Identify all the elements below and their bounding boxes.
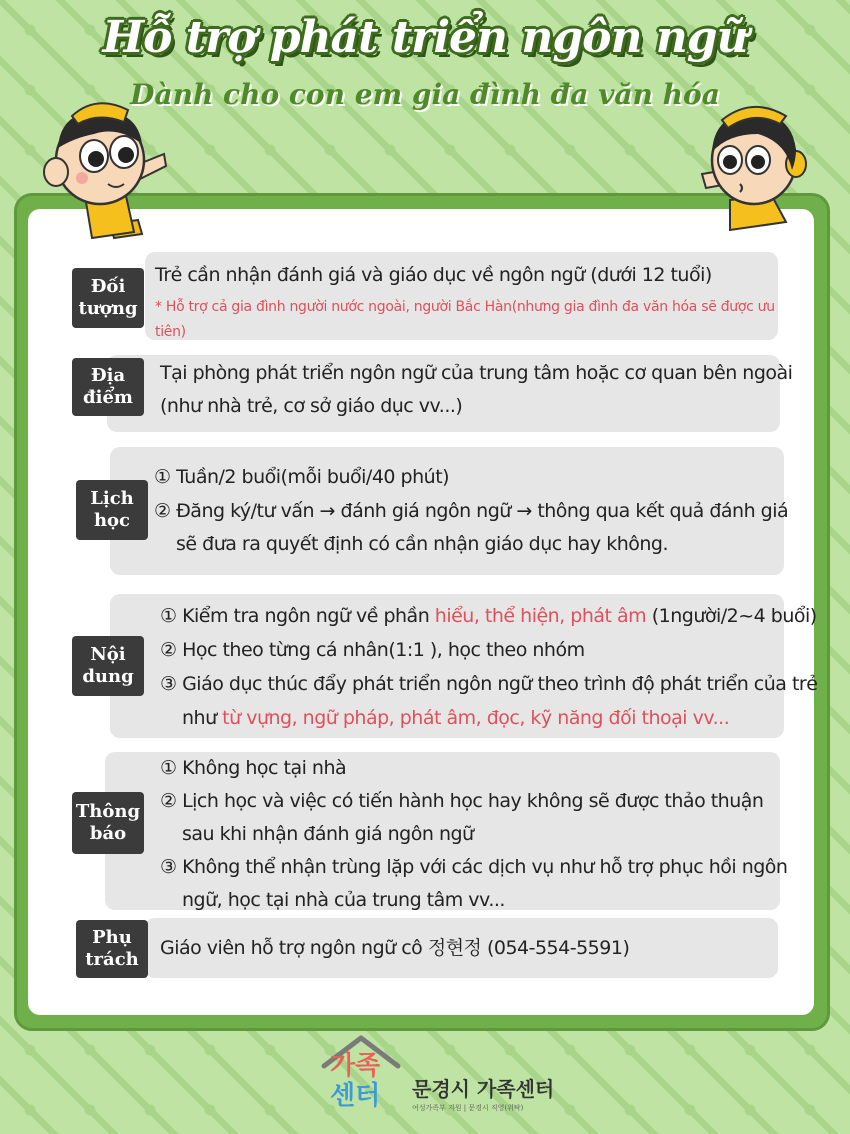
thong-bao-line-2: ② Lịch học và việc có tiến hành học hay không sẽ được thảo thuận <box>160 790 764 812</box>
org-subtitle: 여성가족부 지원 | 문경시 직영(위탁) <box>412 1104 524 1112</box>
boy-character <box>38 92 168 244</box>
dia-diem-line-2: (như nhà trẻ, cơ sở giáo dục vv...) <box>160 395 463 417</box>
label-line-2: trách <box>85 949 139 970</box>
org-name: 문경시 가족센터 <box>412 1077 555 1101</box>
noi-dung-line-2: ② Học theo từng cá nhân(1:1 ), học theo nhóm <box>160 639 585 661</box>
noi-dung-line-1-end: (1người/2~4 buổi) <box>646 605 817 627</box>
noi-dung-line-1-start: ① Kiểm tra ngôn ngữ về phần <box>160 605 435 627</box>
lich-hoc-line-2: ② Đăng ký/tư vấn → đánh giá ngôn ngữ → thông qua kết quả đánh giá <box>154 500 789 522</box>
label-line-1: Lịch <box>90 488 134 509</box>
doi-tuong-note-1: * Hỗ trợ cả gia đình người nước ngoài, người Bắc Hàn(nhưng gia đình đa văn hóa sẽ được ưu <box>155 299 775 315</box>
noi-dung-line-1 <box>160 605 817 627</box>
lich-hoc-line-3: sẽ đưa ra quyết định có cần nhận giáo dục hay không. <box>176 533 669 555</box>
label-line-2: điểm <box>83 387 133 408</box>
noi-dung-highlight-2: từ vựng, ngữ pháp, phát âm, đọc, kỹ năng đối thoại vv... <box>222 707 730 729</box>
label-lich-hoc <box>76 480 148 540</box>
label-line-1: Đối <box>90 276 126 297</box>
label-thong-bao <box>72 792 144 854</box>
label-line-2: báo <box>89 823 127 844</box>
girl-character <box>700 90 812 240</box>
label-doi-tuong <box>72 268 144 328</box>
doi-tuong-line-1: Trẻ cần nhận đánh giá và giáo dục về ngôn ngữ (dưới 12 tuổi) <box>155 264 712 286</box>
thong-bao-line-5: ngữ, học tại nhà của trung tâm vv... <box>182 889 505 911</box>
label-line-1: Thông <box>75 801 141 822</box>
label-line-1: Phụ <box>92 927 132 948</box>
noi-dung-line-3: ③ Giáo dục thúc đẩy phát triển ngôn ngữ theo trình độ phát triển của trẻ <box>160 673 818 695</box>
label-dia-diem <box>72 358 144 416</box>
page-subtitle: Dành cho con em gia đình đa văn hóa <box>130 78 720 111</box>
thong-bao-line-4: ③ Không thể nhận trùng lặp với các dịch vụ như hỗ trợ phục hồi ngôn <box>160 856 788 878</box>
noi-dung-line-4 <box>182 707 729 729</box>
label-line-1: Nội <box>90 644 126 665</box>
label-phu-trach <box>76 920 148 978</box>
thong-bao-line-1: ① Không học tại nhà <box>160 757 347 779</box>
label-line-2: học <box>93 510 131 531</box>
doi-tuong-note-2: tiên) <box>155 324 186 340</box>
noi-dung-highlight-1: hiểu, thể hiện, phát âm <box>434 605 647 627</box>
label-line-2: dung <box>82 666 134 687</box>
page-title: Hỗ trợ phát triển ngôn ngữ <box>102 12 748 63</box>
noi-dung-line-4-start: như <box>182 707 223 729</box>
label-noi-dung <box>72 636 144 696</box>
dia-diem-line-1: Tại phòng phát triển ngôn ngữ của trung tâm hoặc cơ quan bên ngoài <box>160 362 793 384</box>
thong-bao-line-3: sau khi nhận đánh giá ngôn ngữ <box>182 823 474 845</box>
phu-trach-line-1: Giáo viên hỗ trợ ngôn ngữ cô 정현정 (054-554-5591) <box>160 937 630 959</box>
label-line-1: Địa <box>90 365 126 386</box>
lich-hoc-line-1: ① Tuần/2 buổi(mỗi buổi/40 phút) <box>154 466 450 488</box>
label-line-2: tượng <box>78 298 138 319</box>
logo-line-2: 센터 <box>330 1081 381 1111</box>
logo-line-1: 가족 <box>330 1051 381 1081</box>
